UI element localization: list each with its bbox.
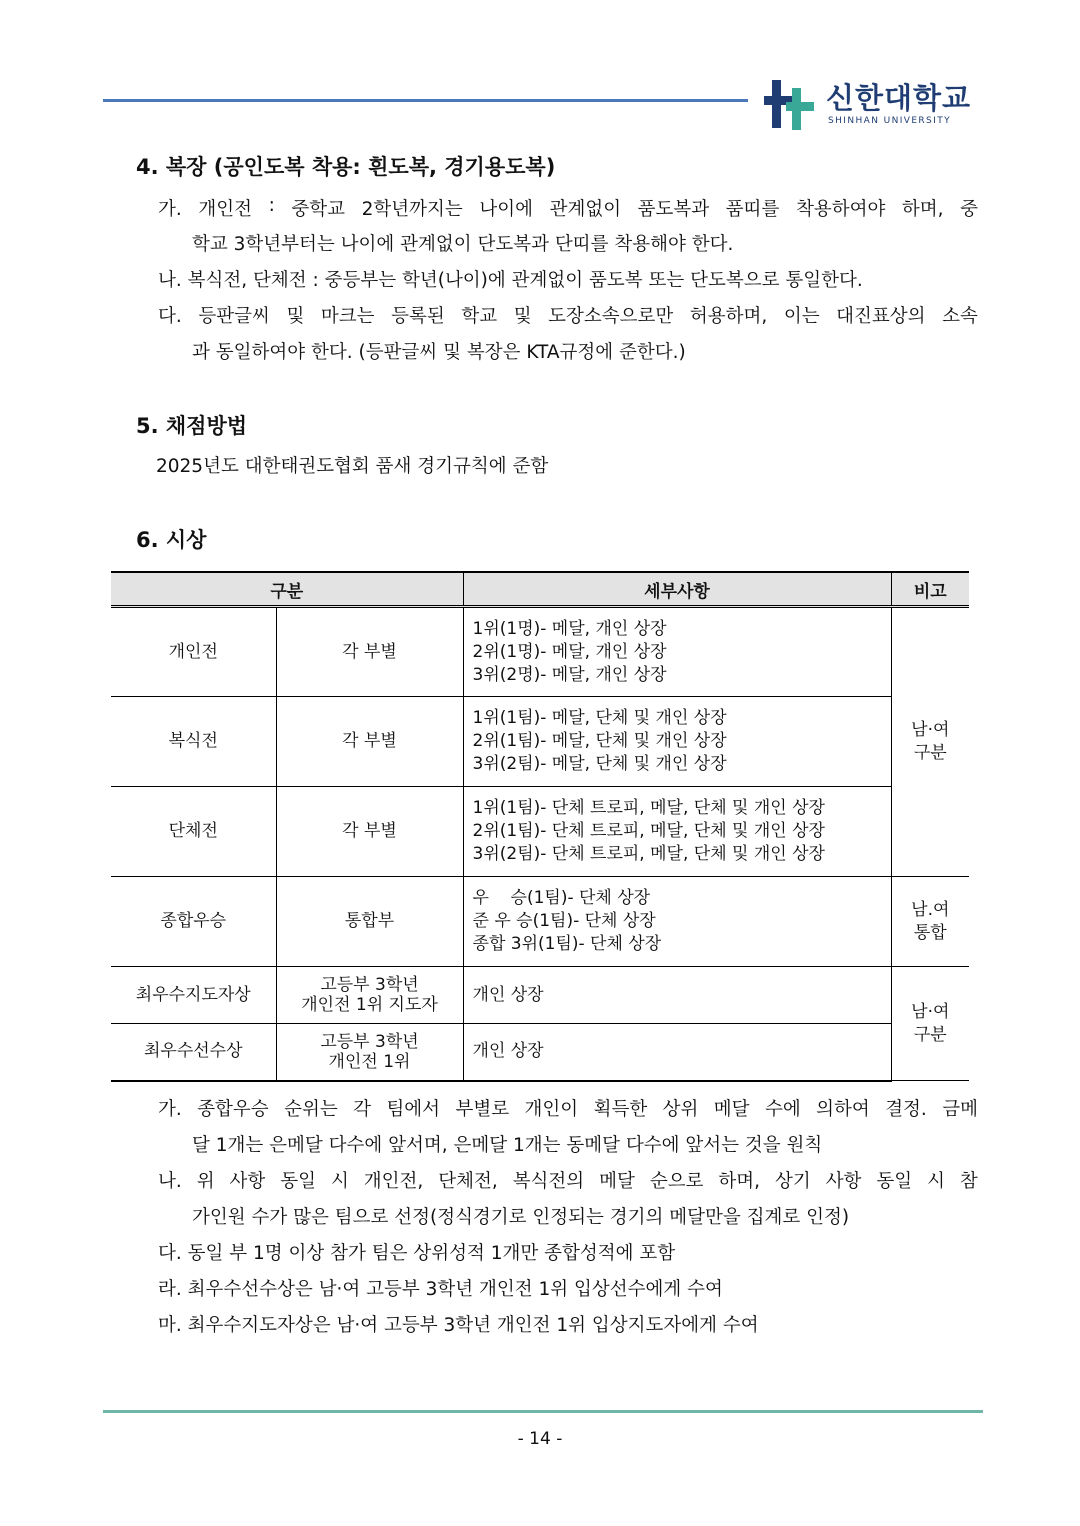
word: 관계없이: [549, 199, 622, 220]
word: 마크는: [320, 306, 375, 327]
word: 소속: [942, 306, 978, 327]
header-details: 세부사항: [463, 572, 891, 607]
detail-line: 종합 3위(1팀)- 단체 상장: [472, 934, 662, 954]
word: :: [268, 195, 275, 216]
word: 품띠를: [725, 199, 780, 220]
word: 개인전: [198, 199, 252, 220]
division-line: 고등부 3학년: [320, 975, 419, 995]
word: 금메: [942, 1099, 978, 1120]
event-name: 최우수선수상: [111, 1024, 276, 1081]
division: [276, 1024, 463, 1081]
division-line: 개인전 1위 지도자: [301, 995, 438, 1015]
sec4-item-b: 나. 복식전, 단체전 : 중등부는 학년(나이)에 관계없이 품도복 또는 단도복으로 통일한다.: [158, 270, 863, 291]
word: 위: [196, 1171, 215, 1192]
table-row: [111, 1024, 969, 1081]
word: 순위는: [284, 1099, 338, 1120]
division: 통합부: [276, 877, 463, 967]
word: 개인전,: [363, 1171, 424, 1192]
detail-line: 2위(1팀)- 메달, 단체 및 개인 상장: [472, 731, 727, 751]
sec6-note-b-line2: 가인원 수가 많은 팀으로 선정(정식경기로 인정되는 경기의 메달만을 집계로 인정): [192, 1207, 850, 1228]
word: 순으로: [649, 1171, 704, 1192]
sec4-item-c-line2: 과 동일하여야 한다. (등판글씨 및 복장은 KTA규정에 준한다.): [192, 342, 686, 363]
word: 복식전의: [512, 1171, 585, 1192]
award-table: [111, 571, 969, 1082]
word: 및: [286, 306, 305, 327]
word: 도장소속으로만: [548, 306, 674, 327]
detail-line: 개인 상장: [472, 1041, 544, 1062]
word: 허용하며,: [689, 306, 768, 327]
word: 중: [960, 199, 978, 220]
sec6-note-a-line2: 달 1개는 은메달 다수에 앞서며, 은메달 1개는 동메달 다수에 앞서는 것을 원칙: [192, 1135, 823, 1156]
division-line: 고등부 3학년: [320, 1031, 419, 1052]
event-name: 최우수지도자상: [111, 967, 276, 1024]
table-row: [111, 967, 969, 1024]
sec4-item-a-line2: 학교 3학년부터는 나이에 관계없이 단도복과 단띠를 착용해야 한다.: [192, 234, 734, 255]
award-details: [463, 787, 891, 877]
word: 학교: [461, 306, 498, 327]
university-logo: [762, 78, 977, 132]
note-line: 남·여: [911, 1001, 950, 1022]
logo-korean-name: 신한대학교: [826, 81, 972, 115]
note-cell: [891, 607, 969, 877]
division-line: 개인전 1위: [328, 1051, 411, 1072]
detail-line: 우 승(1팀)- 단체 상장: [472, 888, 651, 908]
word: 대진표상의: [836, 306, 926, 327]
word: 시: [330, 1171, 349, 1192]
word: 종합우승: [197, 1099, 269, 1120]
word: 개인이: [524, 1099, 579, 1120]
word: 착용하여야: [795, 199, 886, 220]
word: 상위: [662, 1099, 699, 1120]
word: 동일: [876, 1171, 913, 1192]
word: 메달: [599, 1171, 635, 1192]
sec6-note-e: 마. 최우수지도자상은 남·여 고등부 3학년 개인전 1위 입상지도자에게 수여: [158, 1315, 759, 1336]
event-name: 개인전: [111, 607, 276, 697]
sec6-note-d: 라. 최우수선수상은 남·여 고등부 3학년 개인전 1위 입상선수에게 수여: [158, 1279, 723, 1300]
sec4-item-c-line1: [158, 302, 978, 328]
detail-line: 1위(1팀)- 단체 트로피, 메달, 단체 및 개인 상장: [472, 798, 825, 818]
word: 동일: [280, 1171, 316, 1192]
award-details: [463, 877, 891, 967]
table-row: [111, 697, 969, 787]
note-line: 남·여: [911, 720, 950, 740]
word: 중학교: [291, 199, 346, 220]
section-4-title: 4. 복장 (공인도복 착용: 흰도복, 경기용도복): [136, 155, 556, 179]
note-line: 통합: [913, 922, 947, 943]
word: 결정.: [885, 1099, 927, 1120]
detail-line: 3위(2팀)- 단체 트로피, 메달, 단체 및 개인 상장: [472, 844, 825, 864]
table-header-row: [111, 572, 969, 607]
section-5-title: 5. 채점방법: [136, 414, 248, 438]
detail-line: 1위(1명)- 메달, 개인 상장: [472, 618, 667, 639]
award-details: [463, 697, 891, 787]
word: 품도복과: [637, 199, 710, 220]
word: 부별로: [455, 1099, 510, 1120]
word: 등판글씨: [198, 306, 270, 327]
award-details: [463, 607, 891, 697]
section-6-title: 6. 시상: [136, 528, 207, 552]
event-name: 종합우승: [111, 877, 276, 967]
university-logo-icon: [762, 78, 818, 132]
page-number: - 14 -: [517, 1429, 563, 1449]
word: 사항: [825, 1171, 862, 1192]
header-category: 구분: [111, 572, 463, 607]
detail-line: 2위(1명)- 메달, 개인 상장: [472, 641, 667, 662]
word: 등록된: [391, 306, 445, 327]
note-line: 구분: [913, 1024, 947, 1045]
word: 사항: [229, 1171, 266, 1192]
event-name: 단체전: [111, 787, 276, 877]
word: 나이에: [479, 199, 533, 220]
word: 및: [513, 306, 532, 327]
sec4-item-a-line1: [158, 195, 978, 221]
sec6-note-c: 다. 동일 부 1명 이상 참가 팀은 상위성적 1개만 종합성적에 포함: [158, 1243, 676, 1264]
table-row: [111, 877, 969, 967]
word: 수에: [764, 1099, 801, 1120]
word: 나.: [158, 1171, 182, 1192]
note-cell: [891, 877, 969, 967]
word: 상기: [774, 1171, 811, 1192]
word: 메달: [713, 1099, 750, 1120]
division: 각 부별: [276, 607, 463, 697]
word: 시: [927, 1171, 945, 1192]
award-details: [463, 967, 891, 1024]
footer-rule: [103, 1410, 983, 1413]
table-row: [111, 607, 969, 697]
word: 다.: [158, 306, 182, 327]
word: 2학년까지는: [361, 199, 463, 220]
event-name: 복식전: [111, 697, 276, 787]
table-row: [111, 787, 969, 877]
word: 가.: [158, 1099, 182, 1120]
division: 각 부별: [276, 787, 463, 877]
division: [276, 967, 463, 1024]
word: 참: [959, 1171, 978, 1192]
header-note: 비고: [891, 572, 969, 607]
word: 하며,: [901, 199, 944, 220]
sec6-note-b-line1: [158, 1167, 978, 1193]
note-line: 남.여: [911, 899, 950, 920]
division: 각 부별: [276, 697, 463, 787]
word: 하며,: [718, 1171, 761, 1192]
word: 각: [353, 1099, 372, 1120]
word: 의하여: [816, 1099, 870, 1120]
award-details: [463, 1024, 891, 1081]
word: 획득한: [593, 1099, 648, 1120]
word: 팀에서: [386, 1099, 441, 1120]
sec5-text: 2025년도 대한태권도협회 품새 경기규칙에 준함: [156, 456, 549, 477]
detail-line: 개인 상장: [472, 984, 544, 1005]
word: 가.: [158, 199, 182, 220]
logo-english-name: SHINHAN UNIVERSITY: [828, 116, 952, 126]
note-cell: [891, 967, 969, 1081]
detail-line: 1위(1팀)- 메달, 단체 및 개인 상장: [472, 708, 727, 728]
header-rule: [103, 99, 748, 102]
detail-line: 3위(2팀)- 메달, 단체 및 개인 상장: [472, 754, 727, 774]
detail-line: 2위(1팀)- 단체 트로피, 메달, 단체 및 개인 상장: [472, 821, 825, 841]
sec6-note-a-line1: [158, 1095, 978, 1121]
word: 단체전,: [438, 1171, 498, 1192]
note-line: 구분: [913, 743, 947, 763]
detail-line: 준 우 승(1팀)- 단체 상장: [472, 911, 656, 931]
detail-line: 3위(2명)- 메달, 개인 상장: [472, 664, 667, 685]
word: 이는: [783, 306, 820, 327]
